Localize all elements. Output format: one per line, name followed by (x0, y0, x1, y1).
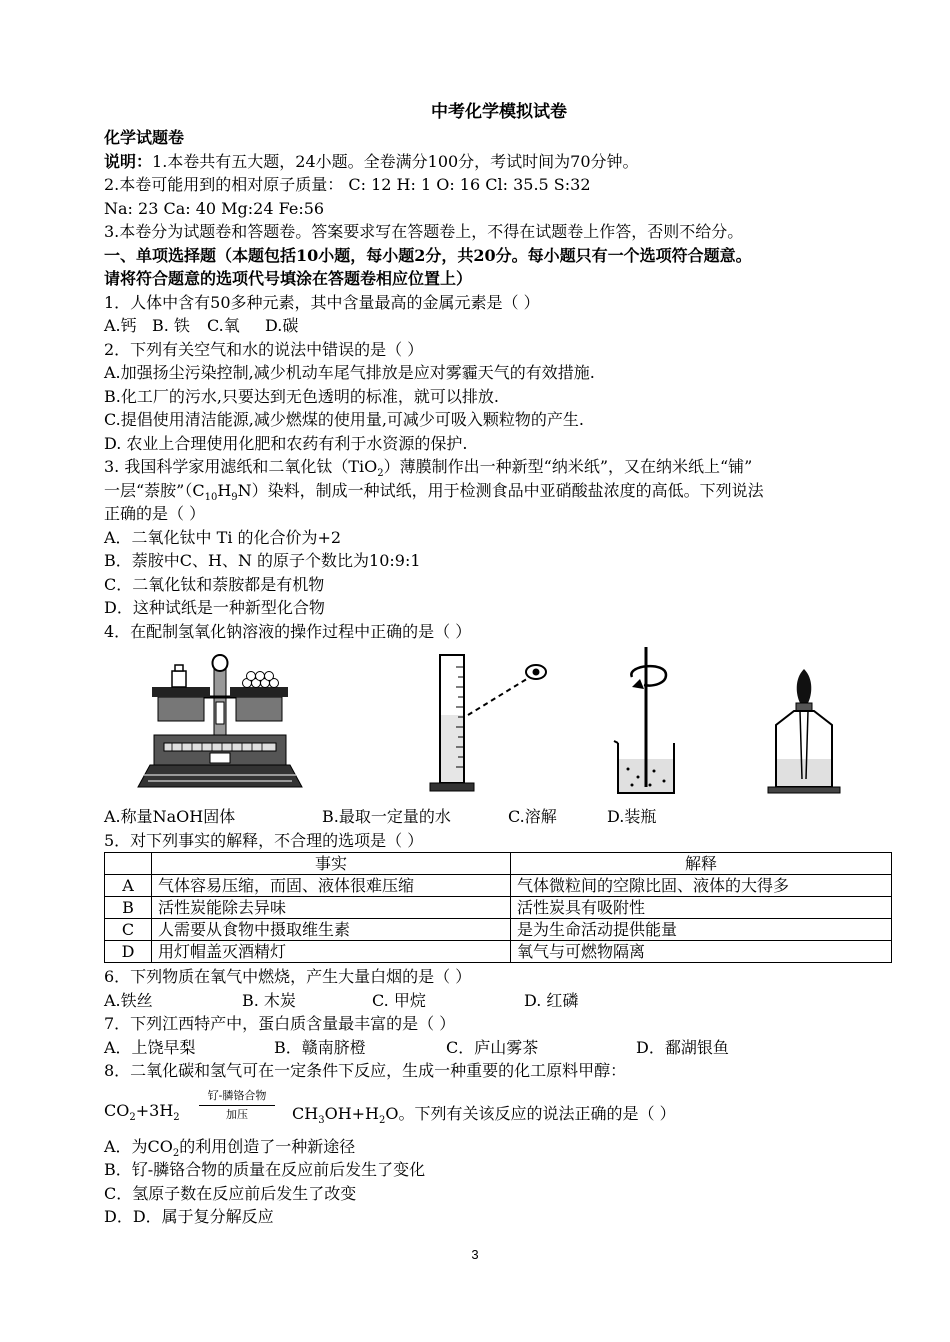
section1-heading-2: 请将符合题意的选项代号填涂在答题卷相应位置上） (104, 269, 473, 288)
q2-option-c: C.提倡使用清洁能源,减少燃煤的使用量,可减少可吸入颗粒物的产生. (104, 410, 585, 429)
q3-stem-line-1 (104, 455, 894, 479)
table-row (105, 875, 892, 897)
beaker-dissolving-figure (604, 647, 694, 799)
instructions-line-4: 3.本卷分为试题卷和答题卷。答案要求写在答题卷上，不得在试题卷上作答，否则不给分。 (104, 222, 744, 241)
q3-stem-a: 3. 我国科学家用滤纸和二氧化钛（TiO (104, 457, 378, 476)
q1-option-c: C.氧 (207, 316, 240, 335)
instructions-label: 说明： (104, 151, 153, 171)
table-header-key (105, 853, 152, 875)
equation-reactants (104, 1100, 180, 1123)
equation-condition (199, 1089, 275, 1122)
dropper-bottle-figure (764, 647, 844, 799)
row-key: D (105, 941, 152, 963)
q2-option-b: B.化工厂的污水,只要达到无色透明的标准，就可以排放. (104, 386, 500, 406)
q3-line2-b: N）染料，制成一种试纸，用于检测食品中亚硝酸盐浓度的高低。下列说法 (237, 480, 764, 500)
q4-options (104, 805, 894, 829)
q4-figures (104, 647, 894, 803)
q6-option-a: A.铁丝 (104, 990, 153, 1010)
q7-option-a: A．上饶早梨 (104, 1037, 196, 1057)
eq-rhs-sub: 3 (318, 1114, 325, 1126)
q7-stem: 7．下列江西特产中，蛋白质含量最丰富的是（ ） (104, 1014, 456, 1033)
instructions-line-1 (104, 150, 894, 174)
q4-option-b: B.最取一定量的水 (322, 807, 451, 826)
q6-option-d: D. 红磷 (524, 990, 579, 1010)
q5-table (104, 852, 892, 963)
eq-lhs-a: CO (104, 1100, 130, 1120)
instructions-text-1: 1.本卷共有五大题，24小题。全卷满分100分，考试时间为70分钟。 (152, 151, 639, 171)
row-explain: 氧气与可燃物隔离 (511, 941, 892, 963)
row-explain: 活性炭具有吸附性 (511, 897, 892, 919)
q3-option-c: C．二氧化钛和萘胺都是有机物 (104, 574, 325, 594)
q7-option-d: D．鄱湖银鱼 (636, 1037, 729, 1057)
row-key: B (105, 897, 152, 919)
q3-line2-sub2: 9 (231, 491, 238, 503)
q3-option-b: B．萘胺中C、H、N 的原子个数比为10:9:1 (104, 551, 421, 570)
q3-line2-h: H (217, 480, 232, 500)
q6-option-c: C. 甲烷 (372, 990, 426, 1010)
eq-rhs-b: OH+H (324, 1103, 380, 1123)
balance-scale-figure (130, 647, 310, 797)
q6-options (104, 989, 894, 1013)
q3-stem-b: ）薄膜制作出一种新型“纳米纸”，又在纳米纸上“铺” (383, 457, 753, 476)
section1-heading-1: 一、单项选择题（本题包括10小题，每小题2分，共20分。每小题只有一个选项符合题意。 (104, 245, 752, 265)
q1-options (104, 314, 894, 338)
q3-option-a: A．二氧化钛中 Ti 的化合价为+2 (104, 527, 342, 547)
q2-option-d: D. 农业上合理使用化肥和农药有利于水资源的保护. (104, 433, 468, 453)
q8-equation (104, 1089, 894, 1135)
eq-lhs-sub2: 2 (173, 1111, 180, 1123)
eq-lhs-sub: 2 (129, 1111, 136, 1123)
q1-option-b: B. 铁 (152, 316, 190, 335)
q8-option-a-sub: 2 (172, 1147, 180, 1159)
q8-option-c: C．氢原子数在反应前后发生了改变 (104, 1183, 357, 1203)
q6-option-b: B. 木炭 (242, 990, 296, 1010)
q5-stem: 5．对下列事实的解释，不合理的选项是（ ） (104, 830, 424, 850)
table-row (105, 897, 892, 919)
row-fact: 活性炭能除去异味 (152, 897, 511, 919)
q8-option-d: D．D．属于复分解反应 (104, 1207, 274, 1226)
q3-line2-sub1: 10 (204, 491, 218, 503)
q2-stem: 2．下列有关空气和水的说法中错误的是（ ） (104, 339, 424, 359)
eq-lhs-b: +3H (135, 1100, 174, 1120)
table-header-row (105, 853, 892, 875)
q8-stem: 8．二氧化碳和氢气可在一定条件下反应，生成一种重要的化工原料甲醇： (104, 1061, 627, 1080)
graduated-cylinder-figure (422, 647, 562, 799)
exam-page (104, 100, 894, 1229)
condition-catalyst: 钌-膦铬合物 (207, 1088, 267, 1102)
row-fact: 用灯帽盖灭酒精灯 (152, 941, 511, 963)
q3-stem-sub: 2 (377, 468, 384, 480)
q8-option-b: B．钌-膦铬合物的质量在反应前后发生了变化 (104, 1160, 426, 1179)
q3-stem-line-3: 正确的是（ ） (104, 504, 206, 523)
q1-option-a: A.钙 (104, 316, 137, 335)
q6-stem: 6．下列物质在氧气中燃烧，产生大量白烟的是（ ） (104, 967, 472, 986)
q7-option-b: B．赣南脐橙 (274, 1037, 366, 1057)
q1-stem: 1．人体中含有50多种元素，其中含量最高的金属元素是（ ） (104, 292, 540, 312)
page-number: 3 (471, 1247, 479, 1262)
q3-option-d: D．这种试纸是一种新型化合物 (104, 598, 325, 617)
page-title: 中考化学模拟试卷 (431, 102, 567, 122)
q3-stem-line-2 (104, 479, 894, 503)
condition-arrow (199, 1105, 275, 1106)
row-key: C (105, 919, 152, 941)
row-explain: 是为生命活动提供能量 (511, 919, 892, 941)
q4-option-a: A.称量NaOH固体 (104, 807, 236, 826)
eq-rhs-a: CH (292, 1103, 319, 1123)
table-row (105, 919, 892, 941)
row-explain: 气体微粒间的空隙比固、液体的大得多 (511, 875, 892, 897)
row-fact: 人需要从食物中摄取维生素 (152, 919, 511, 941)
condition-pressure: 加压 (226, 1107, 248, 1121)
q4-option-c: C.溶解 (508, 807, 557, 826)
q8-option-a-text: A．为CO (104, 1136, 173, 1156)
q7-options (104, 1036, 894, 1060)
q1-option-d: D.碳 (265, 316, 299, 335)
instructions-line-2: 2.本卷可能用到的相对原子质量： C: 12 H: 1 O: 16 Cl: 35.5 S:32 (104, 175, 591, 194)
eq-rhs-sub2: 2 (379, 1114, 386, 1126)
instructions-line-3: Na: 23 Ca: 40 Mg:24 Fe:56 (104, 198, 325, 218)
q4-option-d: D.装瓶 (607, 807, 657, 826)
subtitle: 化学试题卷 (104, 128, 185, 147)
q2-option-a: A.加强扬尘污染控制,减少机动车尾气排放是应对雾霾天气的有效措施. (104, 363, 595, 382)
q4-stem: 4．在配制氢氧化钠溶液的操作过程中正确的是（ ） (104, 621, 472, 641)
equation-products (292, 1101, 676, 1124)
table-header-fact: 事实 (152, 853, 511, 875)
table-row (105, 941, 892, 963)
row-fact: 气体容易压缩，而固、液体很难压缩 (152, 875, 511, 897)
table-header-explain: 解释 (511, 853, 892, 875)
q8-option-a-rest: 的利用创造了一种新途径 (179, 1136, 356, 1156)
row-key: A (105, 875, 152, 897)
q7-option-c: C．庐山雾茶 (446, 1037, 539, 1057)
eq-rhs-c: O。下列有关该反应的说法正确的是（ ） (385, 1103, 676, 1123)
q8-option-a (104, 1135, 894, 1159)
q3-line2-a: 一层“萘胺”（C (104, 480, 205, 500)
